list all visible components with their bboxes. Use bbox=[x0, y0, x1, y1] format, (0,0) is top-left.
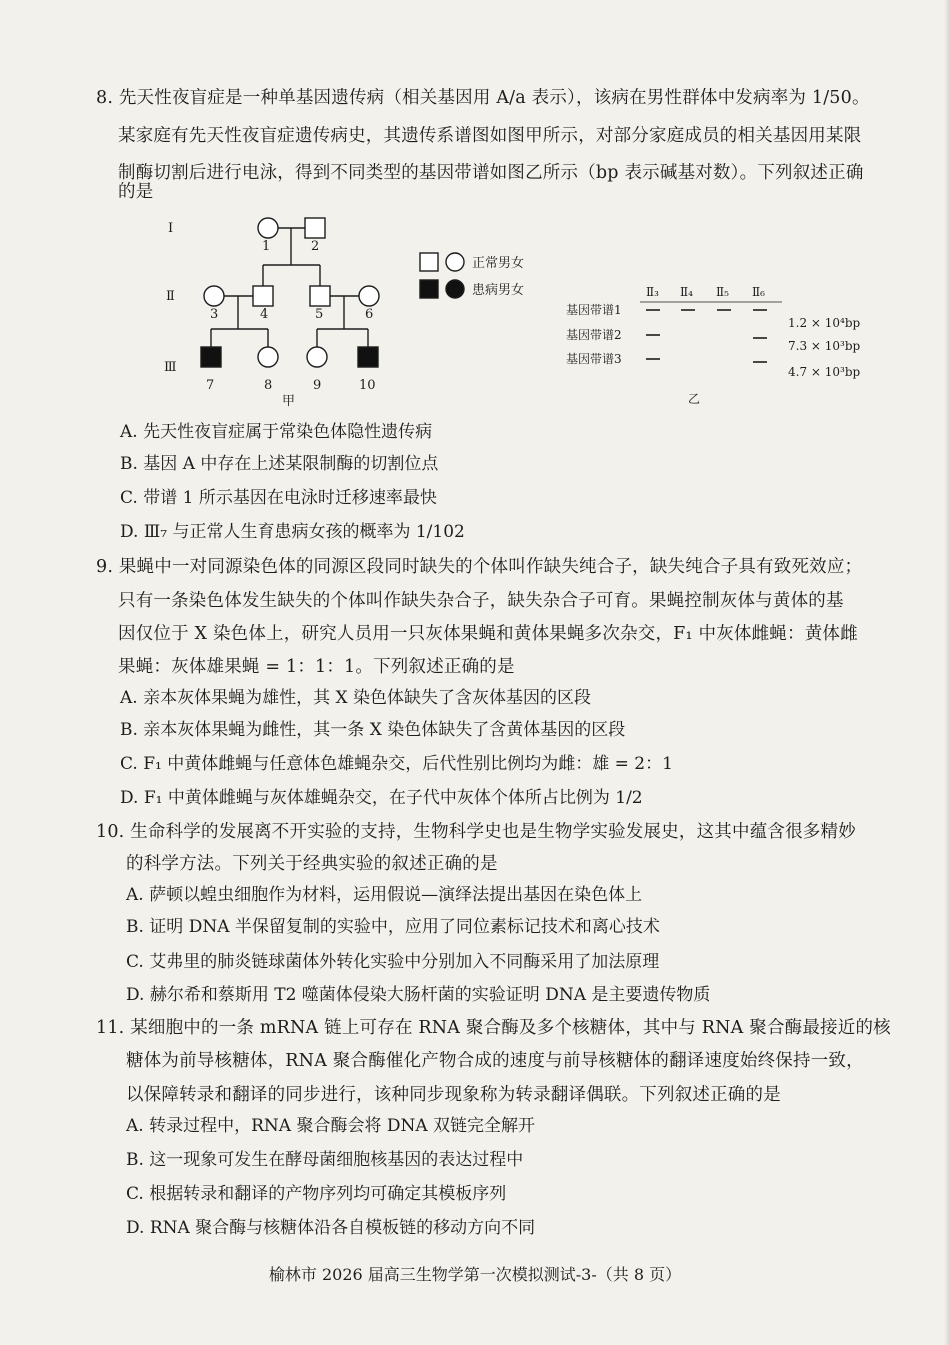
gel-size-2: 7.3 × 10³bp bbox=[788, 339, 861, 353]
q11-stem-line-2: 糖体为前导核糖体，RNA 聚合酶催化产物合成的速度与前导核糖体的翻译速度始终保持一致， bbox=[126, 1051, 864, 1071]
page-footer: 榆林市 2026 届高三生物学第一次模拟测试-3-（共 8 页） bbox=[268, 1265, 682, 1284]
gel-caption: 乙 bbox=[688, 392, 701, 406]
legend-affected-male bbox=[420, 280, 438, 298]
q10-stem-line-1: 10. 生命科学的发展离不开实验的支持，生物科学史也是生物学实验发展史，这其中蕴含很多精妙 bbox=[96, 822, 856, 842]
q9-option-b: B. 亲本灰体果蝇为雌性，其一条 X 染色体缺失了含黄体基因的区段 bbox=[120, 720, 626, 740]
q11-option-b: B. 这一现象可发生在酵母菌细胞核基因的表达过程中 bbox=[126, 1150, 524, 1170]
q9-stem-line-3: 因仅位于 X 染色体上，研究人员用一只灰体果蝇和黄体果蝇多次杂交，F₁ 中灰体雌蝇：黄体雌 bbox=[118, 624, 858, 644]
q9-option-a: A. 亲本灰体果蝇为雄性，其 X 染色体缺失了含灰体基因的区段 bbox=[120, 688, 591, 708]
individual-5 bbox=[310, 286, 330, 306]
legend-normal-male bbox=[420, 253, 438, 271]
label-5: 5 bbox=[315, 307, 324, 322]
gen-label-3: Ⅲ bbox=[164, 360, 177, 375]
gel-size-3: 4.7 × 10³bp bbox=[788, 365, 861, 379]
q11-stem-line-1: 11. 某细胞中的一条 mRNA 链上可存在 RNA 聚合酶及多个核糖体，其中与 RNA 聚合酶最接近的核 bbox=[96, 1018, 891, 1038]
individual-6 bbox=[359, 286, 379, 306]
q10-stem-line-2: 的科学方法。下列关于经典实验的叙述正确的是 bbox=[126, 854, 498, 874]
pedigree-caption: 甲 bbox=[282, 394, 296, 409]
legend-normal-female bbox=[446, 253, 464, 271]
gel-column-1: Ⅱ₃ bbox=[646, 285, 659, 299]
individual-8 bbox=[258, 347, 278, 367]
q8-option-b: B. 基因 A 中存在上述某限制酶的切割位点 bbox=[120, 454, 439, 474]
gel-column-2: Ⅱ₄ bbox=[680, 285, 693, 299]
q8-option-a: A. 先天性夜盲症属于常染色体隐性遗传病 bbox=[120, 422, 433, 442]
label-4: 4 bbox=[260, 307, 269, 322]
gel-row-3: 基因带谱3 bbox=[566, 352, 622, 366]
q10-option-b: B. 证明 DNA 半保留复制的实验中，应用了同位素标记技术和离心技术 bbox=[126, 917, 660, 937]
label-3: 3 bbox=[210, 307, 219, 322]
gel-column-3: Ⅱ₅ bbox=[716, 285, 729, 299]
legend-affected-female bbox=[446, 280, 464, 298]
q10-option-a: A. 萨顿以蝗虫细胞作为材料，运用假说—演绎法提出基因在染色体上 bbox=[126, 885, 643, 905]
individual-2 bbox=[305, 218, 325, 238]
label-2: 2 bbox=[311, 239, 320, 254]
label-1: 1 bbox=[262, 239, 271, 254]
label-10: 10 bbox=[359, 378, 376, 393]
individual-9 bbox=[307, 347, 327, 367]
q9-stem-line-2: 只有一条染色体发生缺失的个体叫作缺失杂合子，缺失杂合子可育。果蝇控制灰体与黄体的基 bbox=[118, 591, 844, 611]
q9-stem-line-4: 果蝇：灰体雄果蝇 = 1：1：1。下列叙述正确的是 bbox=[118, 657, 515, 677]
q11-option-a: A. 转录过程中，RNA 聚合酶会将 DNA 双链完全解开 bbox=[126, 1116, 536, 1136]
q8-stem-line-4: 的是 bbox=[118, 182, 154, 202]
q8-stem-line-1: 8. 先天性夜盲症是一种单基因遗传病（相关基因用 A/a 表示），该病在男性群体中发病率为 1/50。 bbox=[96, 88, 870, 108]
q9-option-d: D. F₁ 中黄体雌蝇与灰体雄蝇杂交，在子代中灰体个体所占比例为 1/2 bbox=[120, 788, 643, 808]
page-edge-shadow bbox=[944, 0, 950, 1345]
label-9: 9 bbox=[313, 378, 322, 393]
q11-stem-line-3: 以保障转录和翻译的同步进行，该种同步现象称为转录翻译偶联。下列叙述正确的是 bbox=[126, 1085, 781, 1105]
q11-option-c: C. 根据转录和翻译的产物序列均可确定其模板序列 bbox=[126, 1184, 507, 1204]
legend-normal-label: 正常男女 bbox=[472, 256, 525, 271]
q8-option-c: C. 带谱 1 所示基因在电泳时迁移速率最快 bbox=[120, 488, 437, 508]
label-6: 6 bbox=[365, 307, 374, 322]
label-8: 8 bbox=[264, 378, 273, 393]
q10-option-d: D. 赫尔希和蔡斯用 T2 噬菌体侵染大肠杆菌的实验证明 DNA 是主要遗传物质 bbox=[126, 985, 711, 1005]
label-7: 7 bbox=[206, 378, 215, 393]
individual-10 bbox=[358, 347, 378, 367]
gel-column-4: Ⅱ₆ bbox=[752, 285, 765, 299]
individual-7 bbox=[201, 347, 221, 367]
gel-size-1: 1.2 × 10⁴bp bbox=[788, 316, 861, 330]
legend-affected-label: 患病男女 bbox=[472, 283, 525, 298]
q9-option-c: C. F₁ 中黄体雌蝇与任意体色雄蝇杂交，后代性别比例均为雌：雄 = 2：1 bbox=[120, 754, 673, 774]
gel-band-chart bbox=[560, 278, 880, 408]
q8-stem-line-3: 制酶切割后进行电泳，得到不同类型的基因带谱如图乙所示（bp 表示碱基对数）。下列叙述正确 bbox=[118, 163, 864, 183]
individual-4 bbox=[253, 286, 273, 306]
gen-label-1: I bbox=[168, 221, 174, 236]
gen-label-2: Ⅱ bbox=[166, 289, 175, 304]
pedigree-chart bbox=[150, 205, 550, 410]
individual-1 bbox=[258, 218, 278, 238]
q8-option-d: D. Ⅲ₇ 与正常人生育患病女孩的概率为 1/102 bbox=[120, 522, 465, 542]
q8-stem-line-2: 某家庭有先天性夜盲症遗传病史，其遗传系谱图如图甲所示，对部分家庭成员的相关基因用某限 bbox=[118, 126, 862, 146]
gel-row-2: 基因带谱2 bbox=[566, 328, 622, 342]
q10-option-c: C. 艾弗里的肺炎链球菌体外转化实验中分别加入不同酶采用了加法原理 bbox=[126, 952, 660, 972]
q9-stem-line-1: 9. 果蝇中一对同源染色体的同源区段同时缺失的个体叫作缺失纯合子，缺失纯合子具有致死效应； bbox=[96, 557, 863, 577]
q11-option-d: D. RNA 聚合酶与核糖体沿各自模板链的移动方向不同 bbox=[126, 1218, 536, 1238]
gel-row-1: 基因带谱1 bbox=[566, 303, 622, 317]
individual-3 bbox=[204, 286, 224, 306]
